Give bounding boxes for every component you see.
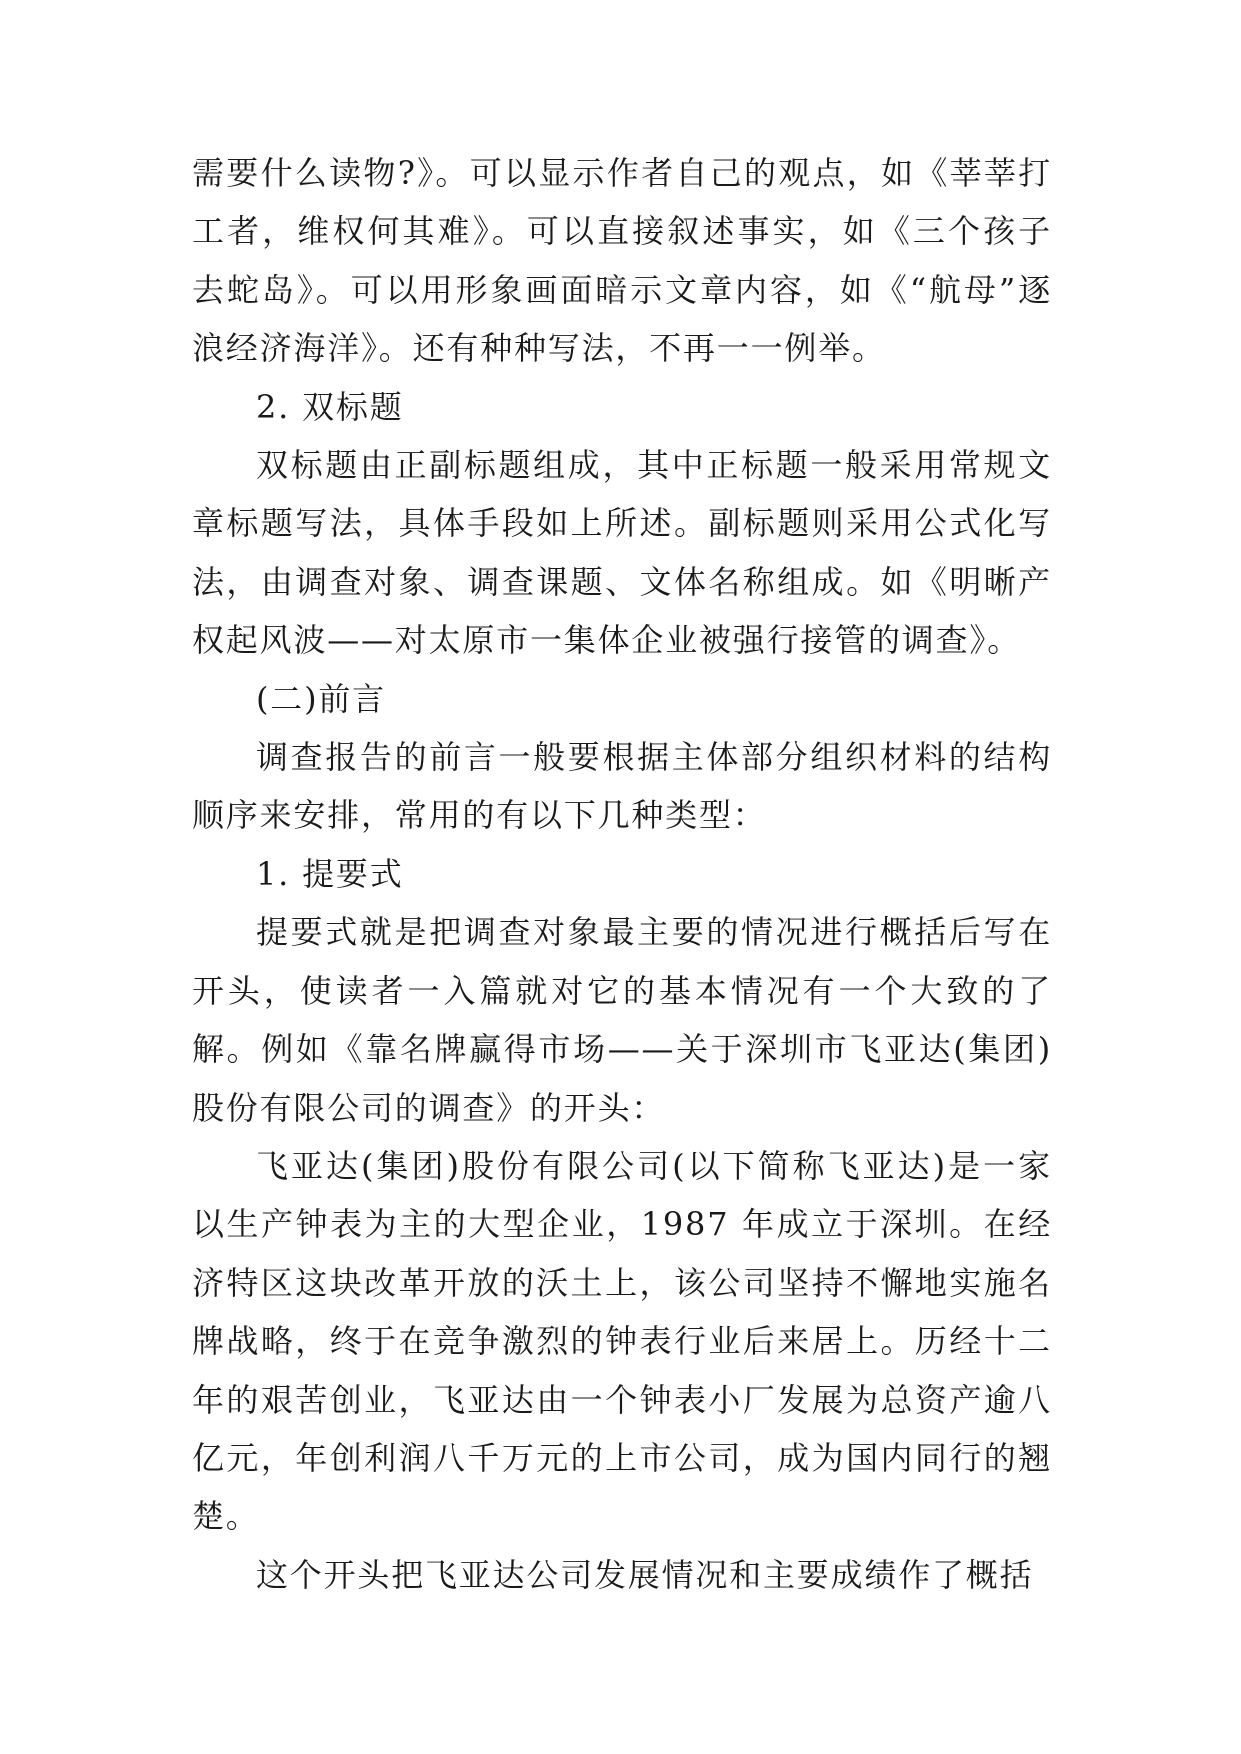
paragraph-example-quote: 飞亚达(集团)股份有限公司(以下简称飞亚达)是一家以生产钟表为主的大型企业，1987 年成立于深圳。在经济特区这块改革开放的沃土上，该公司坚持不懈地实施名牌战略，终于在竞争激烈的钟表行业后来居上。历经十二年的艰苦创业，飞亚达由一个钟表小厂发展为总资产逾八亿元，年创利润八千万元的上市公司，成为国内同行的翘楚。: [192, 1146, 1052, 1536]
paragraph-continuation: 需要什么读物?》。可以显示作者自己的观点，如《莘莘打工者，维权何其难》。可以直接叙述事实，如《三个孩子去蛇岛》。可以用形象画面暗示文章内容，如《“航母”逐浪经济海洋》。还有种种写法，不再一一例举。: [192, 154, 1052, 368]
heading-preface: (二)前言: [256, 679, 386, 718]
heading-double-title: 2. 双标题: [256, 387, 404, 426]
document-body: [192, 144, 1052, 1604]
paragraph-summary-style: 提要式就是把调查对象最主要的情况进行概括后写在开头，使读者一入篇就对它的基本情况有一个大致的了解。例如《靠名牌赢得市场——关于深圳市飞亚达(集团)股份有限公司的调查》的开头：: [192, 913, 1052, 1127]
heading-summary-style: 1. 提要式: [256, 854, 404, 893]
paragraph-commentary: 这个开头把飞亚达公司发展情况和主要成绩作了概括: [256, 1555, 1034, 1594]
paragraph-double-title: 双标题由正副标题组成，其中正标题一般采用常规文章标题写法，具体手段如上所述。副标题则采用公式化写法，由调查对象、调查课题、文体名称组成。如《明晰产权起风波——对太原市一集体企业被强行接管的调查》。: [192, 446, 1052, 660]
paragraph-preface-intro: 调查报告的前言一般要根据主体部分组织材料的结构顺序来安排，常用的有以下几种类型：: [192, 738, 1052, 835]
